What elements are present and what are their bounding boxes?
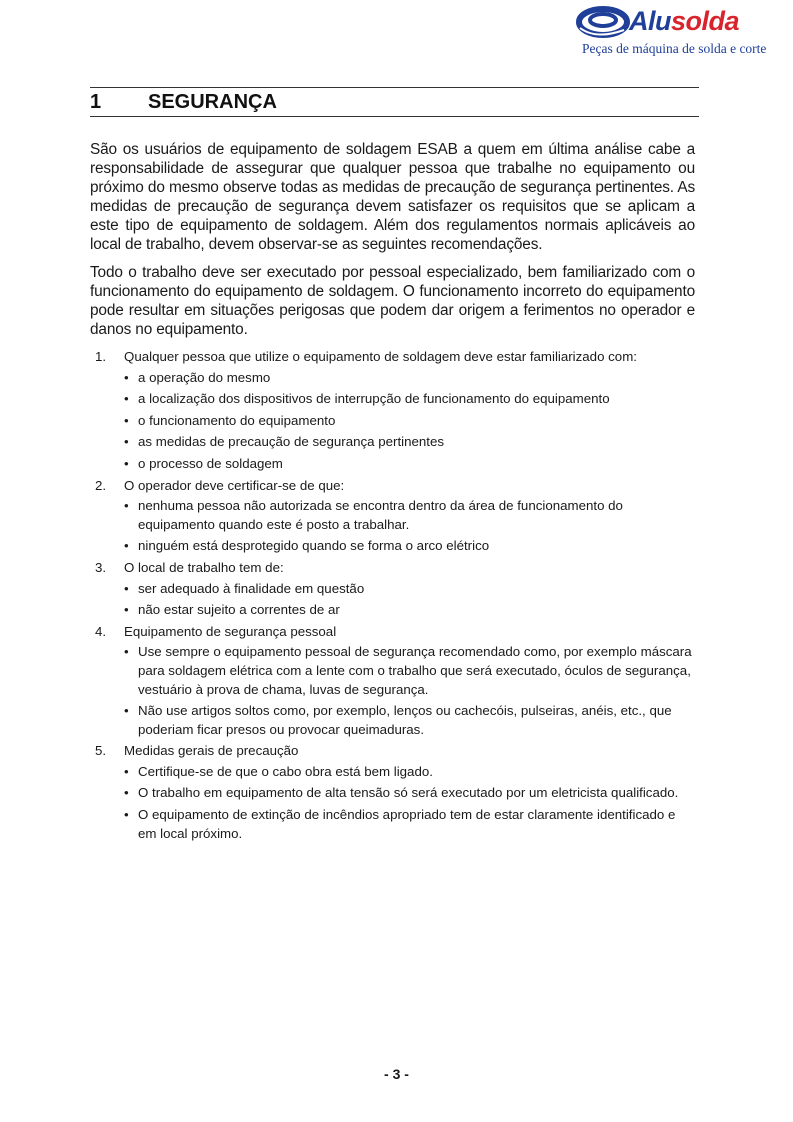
bullet-text: O equipamento de extinção de incêndios apropriado tem de estar claramente identificado e em local próximo. [138, 807, 676, 841]
brand-suffix: solda [671, 6, 740, 36]
bullet-dot-icon: • [124, 807, 129, 823]
step-number: 3. [95, 559, 107, 575]
intro-paragraph: São os usuários de equipamento de soldagem ESAB a quem em última análise cabe a responsabilidade de assegurar que qualquer pessoa que trabalhe no equipamento ou próximo do mesmo observe todas as medidas de precaução de segurança pertinentes. As medidas de precaução de segurança devem satisfazer os requisitos que se aplicam a este tipo de equipamento de soldagem. Além dos regulamentos normais aplicáveis ao local de trabalho, devem observar-se as seguintes recomendações. [90, 141, 695, 253]
bullet-item [124, 537, 695, 556]
step-text: Medidas gerais de precaução [124, 743, 299, 759]
bullet-text: Use sempre o equipamento pessoal de segurança recomendado como, por exemplo máscara para soldagem elétrica com a lente com o trabalho que será executado, óculos de segurança, vestuário à prova de chama, luvas de segurança. [138, 644, 692, 697]
bullet-dot-icon: • [124, 498, 129, 514]
safety-steps-list [90, 348, 695, 843]
bullet-text: O trabalho em equipamento de alta tensão só será executado por um eletricista qualificado. [138, 785, 679, 801]
bullet-item [124, 390, 695, 409]
bullet-dot-icon: • [124, 580, 129, 596]
bullet-text: a operação do mesmo [138, 369, 271, 385]
bullet-item [124, 763, 695, 782]
bullet-item [124, 580, 695, 599]
bullet-item [124, 455, 695, 474]
step-number: 4. [95, 623, 107, 639]
section-title: SEGURANÇA [148, 91, 277, 113]
bullet-dot-icon: • [124, 785, 129, 801]
step-item [90, 559, 695, 620]
step-text: O operador deve certificar-se de que: [124, 477, 345, 493]
bullet-text: não estar sujeito a correntes de ar [138, 602, 340, 618]
step-bullet-list [124, 369, 695, 474]
section-number: 1 [90, 91, 102, 113]
bullet-dot-icon: • [124, 412, 129, 428]
brand-tagline: Peças de máquina de solda e corte [582, 41, 767, 56]
bullet-item [124, 412, 695, 431]
step-bullet-list [124, 643, 695, 739]
bullet-dot-icon: • [124, 763, 129, 779]
step-text: Qualquer pessoa que utilize o equipamento de soldagem deve estar familiarizado com: [124, 349, 637, 364]
bullet-text: o funcionamento do equipamento [138, 412, 336, 428]
bullet-item [124, 806, 695, 843]
page-body [90, 140, 695, 846]
warning-paragraph: Todo o trabalho deve ser executado por pessoal especializado, bem familiarizado com o funcionamento do equipamento de soldagem. O funcionamento incorreto do equipamento pode resultar em situações perigosas que podem dar origem a ferimentos no operador e danos no equipamento. [90, 264, 695, 338]
step-number: 2. [95, 477, 107, 493]
step-bullet-list [124, 497, 695, 556]
bullet-text: ser adequado à finalidade em questão [138, 580, 365, 596]
brand-prefix: Alu [629, 6, 671, 36]
bullet-dot-icon: • [124, 434, 129, 450]
step-text: O local de trabalho tem de: [124, 559, 284, 575]
step-bullet-list [124, 580, 695, 620]
bullet-text: nenhuma pessoa não autorizada se encontra dentro da área de funcionamento do equipamento quando este é posto a trabalhar. [138, 498, 623, 532]
brand-wordmark [629, 6, 739, 36]
step-text: Equipamento de segurança pessoal [124, 623, 337, 639]
heading-top-rule [90, 87, 699, 88]
step-item [90, 477, 695, 556]
bullet-text: as medidas de precaução de segurança pertinentes [138, 434, 445, 450]
heading-bottom-rule [90, 116, 699, 117]
page-number: - 3 - [384, 1066, 409, 1082]
bullet-dot-icon: • [124, 455, 129, 471]
bullet-dot-icon: • [124, 644, 129, 660]
bullet-item [124, 497, 695, 534]
bullet-item [124, 702, 695, 739]
step-item [90, 742, 695, 843]
step-bullet-list [124, 763, 695, 843]
bullet-text: a localização dos dispositivos de interrupção de funcionamento do equipamento [138, 391, 610, 407]
bullet-dot-icon: • [124, 602, 129, 618]
bullet-text: Não use artigos soltos como, por exemplo, lenços ou cachecóis, pulseiras, anéis, etc., que poderiam ficar presos ou provocar queimaduras. [138, 703, 672, 737]
bullet-dot-icon: • [124, 538, 129, 554]
bullet-item [124, 369, 695, 388]
bullet-dot-icon: • [124, 703, 129, 719]
bullet-text: Certifique-se de que o cabo obra está bem ligado. [138, 763, 433, 779]
step-item [90, 623, 695, 740]
swoosh-logo-icon [576, 4, 634, 42]
bullet-text: ninguém está desprotegido quando se forma o arco elétrico [138, 538, 490, 554]
step-item [90, 348, 695, 474]
brand-logo [576, 4, 767, 60]
bullet-dot-icon: • [124, 369, 129, 385]
bullet-item [124, 601, 695, 620]
step-number: 5. [95, 743, 107, 759]
bullet-dot-icon: • [124, 391, 129, 407]
section-heading [90, 90, 699, 114]
step-number: 1. [95, 349, 107, 364]
bullet-item [124, 433, 695, 452]
bullet-text: o processo de soldagem [138, 455, 283, 471]
bullet-item [124, 643, 695, 699]
bullet-item [124, 784, 695, 803]
